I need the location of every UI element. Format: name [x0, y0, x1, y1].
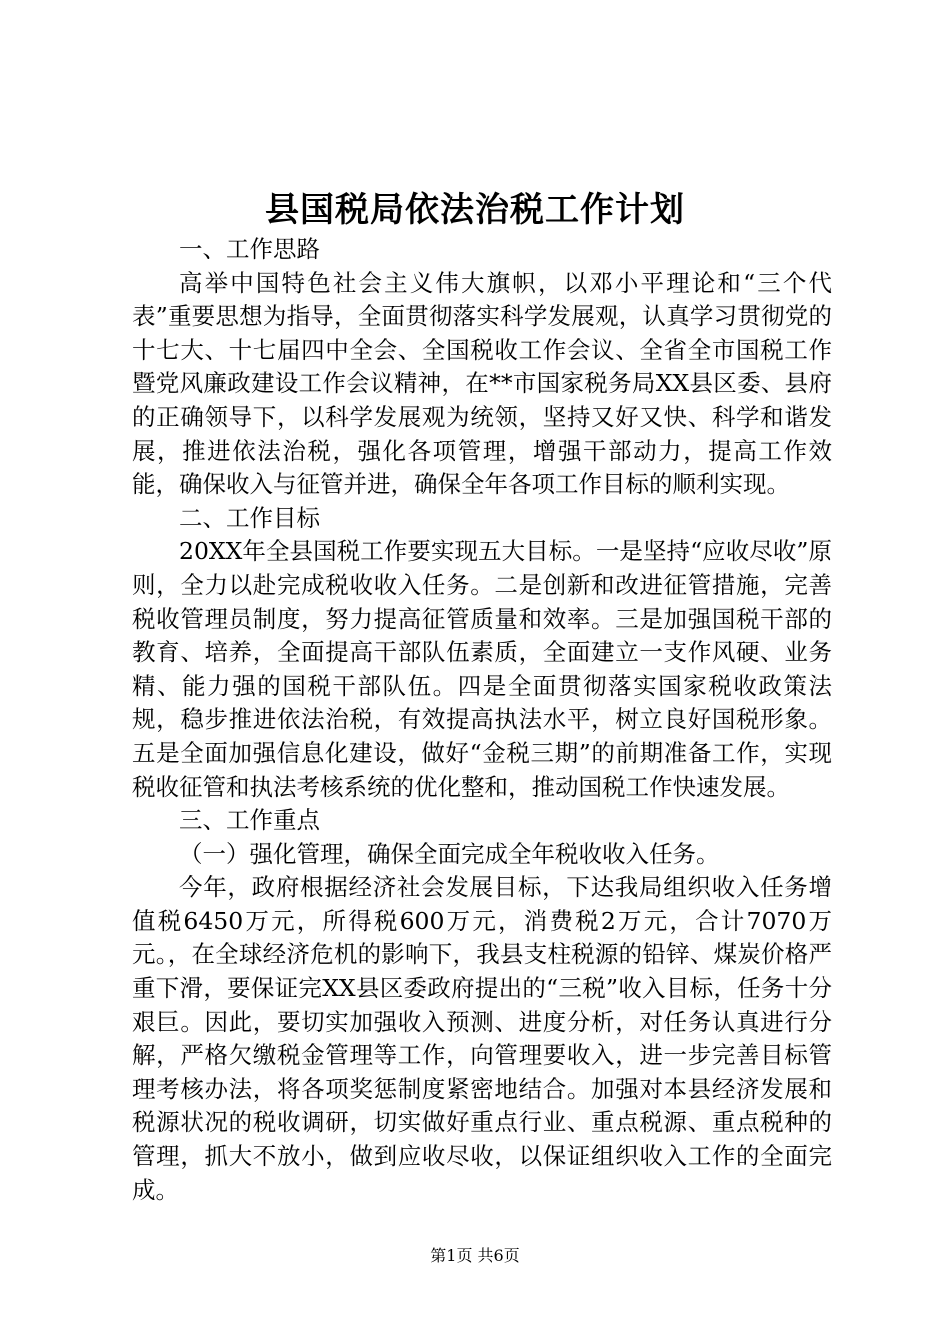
document-body	[132, 233, 832, 1207]
subsection-heading: （一）强化管理，确保全面完成全年税收收入任务。	[179, 839, 720, 868]
section-heading: 一、工作思路	[179, 235, 320, 263]
body-paragraph: 今年，政府根据经济社会发展目标，下达我局组织收入任务增值税6450万元，所得税600万元，消费税2万元，合计7070万元。，在全球经济危机的影响下，我县支柱税源的铅锌、煤炭价格严重下滑，要保证完XX县区委政府提出的“三税”收入目标，任务十分艰巨。因此，要切实加强收入预测、进度分析，对任务认真进行分解，严格欠缴税金管理等工作，向管理要收入，进一步完善目标管理考核办法，将各项奖惩制度紧密地结合。加强对本县经济发展和税源状况的税收调研，切实做好重点行业、重点税源、重点税种的管理，抓大不放小，做到应收尽收，以保证组织收入工作的全面完成。	[132, 873, 832, 1204]
section-heading: 三、工作重点	[179, 806, 320, 835]
page-number-footer: 第1页 共6页	[430, 1246, 520, 1265]
section-heading: 二、工作目标	[179, 503, 320, 532]
document-title: 县国税局依法治税工作计划	[265, 190, 685, 230]
body-paragraph: 20XX年全县国税工作要实现五大目标。一是坚持“应收尽收”原则，全力以赴完成税收收入任务。二是创新和改进征管措施，完善税收管理员制度，努力提高征管质量和效率。三是加强国税干部的教育、培养，全面提高干部队伍素质，全面建立一支作风硬、业务精、能力强的国税干部队伍。四是全面贯彻落实国家税收政策法规，稳步推进依法治税，有效提高执法水平，树立良好国税形象。五是全面加强信息化建设，做好“金税三期”的前期准备工作，实现税收征管和执法考核系统的优化整和，推动国税工作快速发展。	[132, 537, 832, 801]
body-paragraph: 高举中国特色社会主义伟大旗帜，以邓小平理论和“三个代表”重要思想为指导，全面贯彻落实科学发展观，认真学习贯彻党的十七大、十七届四中全会、全国税收工作会议、全省全市国税工作暨党风廉政建设工作会议精神，在**市国家税务局XX县区委、县府的正确领导下，以科学发展观为统领，坚持又好又快、科学和谐发展，推进依法治税，强化各项管理，增强干部动力，提高工作效能，确保收入与征管并进，确保全年各项工作目标的顺利实现。	[132, 268, 832, 499]
